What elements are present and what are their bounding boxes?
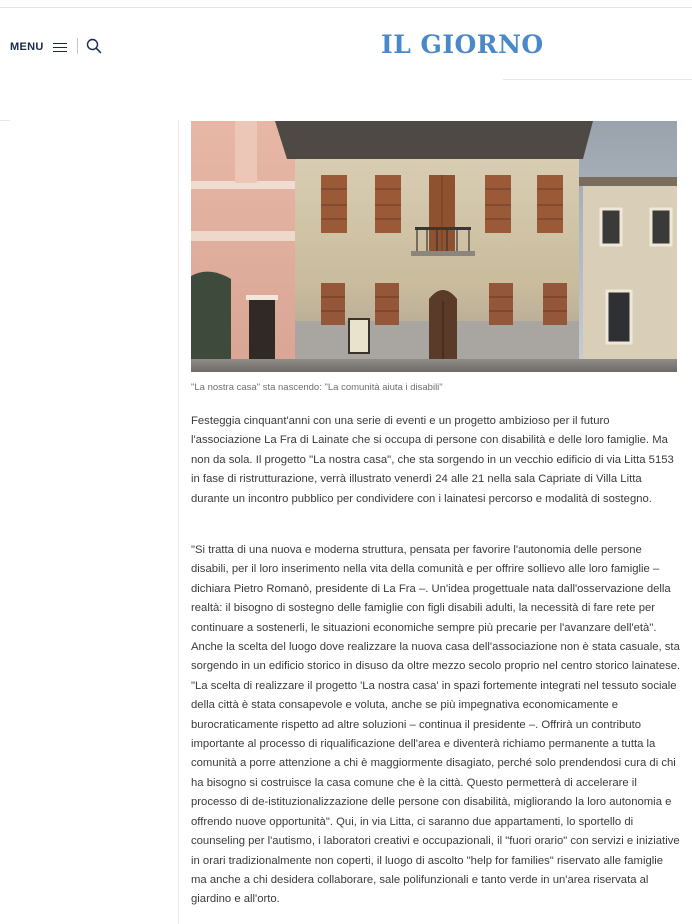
hamburger-icon xyxy=(53,42,67,53)
header-separator xyxy=(77,38,78,54)
header-divider-left xyxy=(0,120,10,121)
site-logo[interactable]: IL GIORNO xyxy=(381,30,544,59)
image-caption: "La nostra casa" sta nascendo: "La comunità aiuta i disabili" xyxy=(191,382,443,393)
article-paragraph-2: "Si tratta di una nuova e moderna struttura, pensata per favorire l'autonomia delle persone disabili, per il loro inserimento nella vita della comunità e per offrire sollievo alle loro famiglie – dichiara Pietro Romanò, presidente di La Fra –. Un'idea progettuale nata dall'osservazione della realtà: il bisogno di sostegno delle famiglie con figli disabili adulti, la necessità di fare rete per continuare a sostenerli, le situazioni economiche sempre più precarie per l'avanzare dell'età". Anche la scelta del luogo dove realizzare la nuova casa dell'associazione non è stata casuale, sta sorgendo in un edificio storico in disuso da oltre mezzo secolo proprio nel centro storico lainatese. "La scelta di realizzare il progetto 'La nostra casa' in spazi fortemente integrati nel tessuto sociale della città è stata consapevole e voluta, anche se più impegnativa economicamente e burocraticamente rispetto ad altre soluzioni – continua il presidente –. Offrirà un contributo importante al processo di riqualificazione dell'area e diventerà richiamo permanente a tutta la comunità a porre attenzione a chi è maggiormente disagiato, perché solo prendendosi cura di chi ha bisogno si costruisce la casa comune che è la città. Questo permetterà di accelerare il processo di de-istituzionalizzazione delle persone con disabilità, migliorando la loro autonomia e offrendo nuove opportunità". Qui, in via Litta, ci saranno due appartamenti, lo sportello di counseling per l'autismo, i laboratori creativi e occupazionali, il "fuori orario" con servizi e iniziative in orari tradizionalmente non coperti, il luogo di ascolto "help for families" riservato alle famiglie ma anche a chi desidera collaborare, sale polifunzionali e tanto verde in un'area riservata al giardino e all'orto. xyxy=(191,544,681,906)
header-divider-right xyxy=(503,79,692,80)
search-button[interactable] xyxy=(86,38,102,54)
site-header xyxy=(0,8,692,120)
menu-button[interactable] xyxy=(10,38,67,56)
menu-label: MENU xyxy=(10,41,44,53)
article-paragraph-1: Festeggia cinquant'anni con una serie di eventi e un progetto ambizioso per il futuro l'associazione La Fra di Lainate che si occupa di persone con disabilità e delle loro famiglie. Ma non da sola. Il progetto "La nostra casa", che sta sorgendo in un vecchio edificio di via Litta 5153 in fase di ristrutturazione, verrà illustrato venerdì 24 alle 21 nella sala Capriate di Villa Litta durante un incontro pubblico per condividere con i lainatesi percorso e modalità di sostegno. xyxy=(191,415,674,505)
article-image xyxy=(191,121,677,372)
search-icon xyxy=(86,38,102,54)
article-left-border xyxy=(178,120,179,924)
